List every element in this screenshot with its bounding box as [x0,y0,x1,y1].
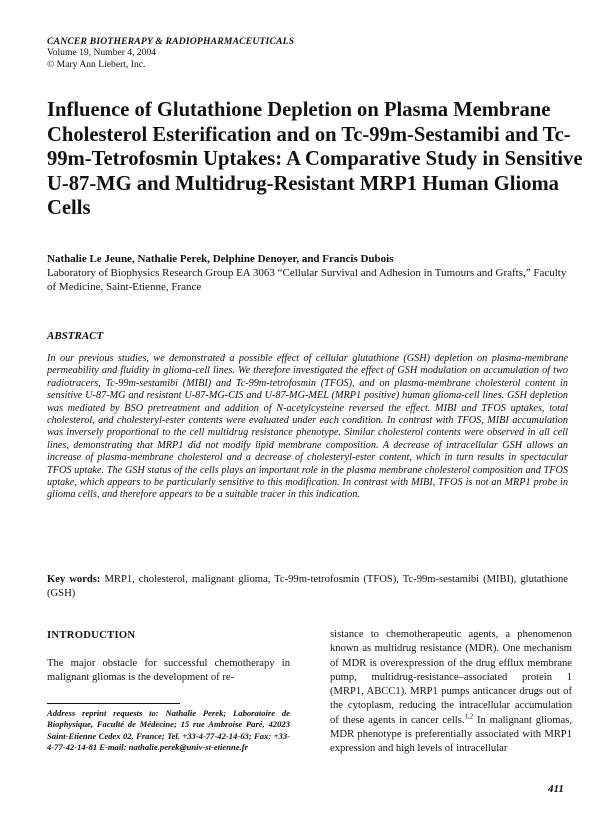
author-affiliation: Laboratory of Biophysics Research Group EA 3063 “Cellular Survival and Adhesion in Tumours and Grafts,” Faculty of Medicine, Saint-Etienne, France [47,267,567,293]
page-number: 411 [548,783,564,795]
journal-copyright: © Mary Ann Liebert, Inc. [47,58,146,70]
journal-header [47,36,294,70]
journal-name: CANCER BIOTHERAPY & RADIOPHARMACEUTICALS [47,36,295,47]
keywords [47,573,568,600]
correspondence-footnote: Address reprint requests to: Nathalie Perek; Laboratoire de Biophysique, Faculté de Médecine; 15 rue Ambroise Paré, 42023 Saint-Etienne Cedex 02, France; Tel. +33-4-77-42-14-63; Fax: +33-4-77-42-14-81 E-mail: nathalie.perek@univ-st-etienne.fr [47,708,290,752]
author-list: Nathalie Le Jeune, Nathalie Perek, Delphine Denoyer, and Francis Dubois [47,253,394,265]
intro-right-text-b: In malignant gliomas, MDR phenotype is preferentially associated with MRP1 expression and high levels of intracellular [330,714,572,755]
introduction-right-column [330,628,572,757]
introduction-left-column: The major obstacle for successful chemotherapy in malignant gliomas is the development of re- [47,658,290,683]
keywords-text: MRP1, cholesterol, malignant glioma, Tc-99m-tetrofosmin (TFOS), Tc-99m-sestamibi (MIBI), glutathione (GSH) [47,574,568,599]
journal-volume: Volume 19, Number 4, 2004 [47,47,157,59]
abstract-heading: ABSTRACT [47,330,104,342]
footnote-divider [47,703,180,704]
keywords-label: Key words: [47,574,101,585]
abstract-text: In our previous studies, we demonstrated a possible effect of cellular glutathione (GSH) depletion on plasma-membrane permeability and fluidity in glioma-cell lines. We therefore investigated the effect of GSH modulation on accumulation of two radiotracers, Tc-99m-sestamibi (MIBI) and Tc-99m-tetrofosmin (TFOS), and on plasma-membrane cholesterol content in sensitive U-87-MG and resistant U-87-MG-CIS and U-87-MG-MEL (MRP1 positive) human glioma-cell lines. GSH depletion was mediated by BSO pretreatment and addition of N-acetylcysteine reversed the effect. MIBI and TFOS uptakes, total cholesterol, and cholesteryl-ester contents were evaluated under each condition. In contrast with TFOS, MIBI accumulation was inversely proportional to the cell multidrug resistance phenotype. Similar cholesterol contents were observed in all cell lines, demonstrating that MRP1 did not modify lipid membrane composition. A decrease of intracellular GSH allows an increase of plasma-membrane cholesterol and a decrease of cholesteryl-ester content, which in turn results in spectacular TFOS uptake. The GSH status of the cells plays an important role in the plasma membrane cholesterol composition and TFOS uptake, which appears to be particularly sensitive to this modification. In contrast with MIBI, TFOS is not an MRP1 probe in glioma cells, and therefore appears to be a suitable tracer in this indication. [47,353,568,501]
citation-reference: 1,2 [464,712,474,721]
article-title: Influence of Glutathione Depletion on Plasma Membrane Cholesterol Esterification and on Tc-99m-Sestamibi and Tc-99m-Tetrofosmin Uptakes: A Comparative Study in Sensitive U-87-MG and Multidrug-Resistant MRP1 Human Glioma Cells [47,99,583,220]
intro-right-text-a: sistance to chemotherapeutic agents, a phenomenon known as multidrug resistance (MDR). One mechanism of MDR is overexpression of the drug efflux membrane pump, multidrug-resistance–associated protein 1 (MRP1, ABCC1). MRP1 pumps anticancer drugs out of the cytoplasm, reducing the intracellular accumulation of these agents in cancer cells. [330,629,572,726]
introduction-heading: INTRODUCTION [47,630,136,641]
